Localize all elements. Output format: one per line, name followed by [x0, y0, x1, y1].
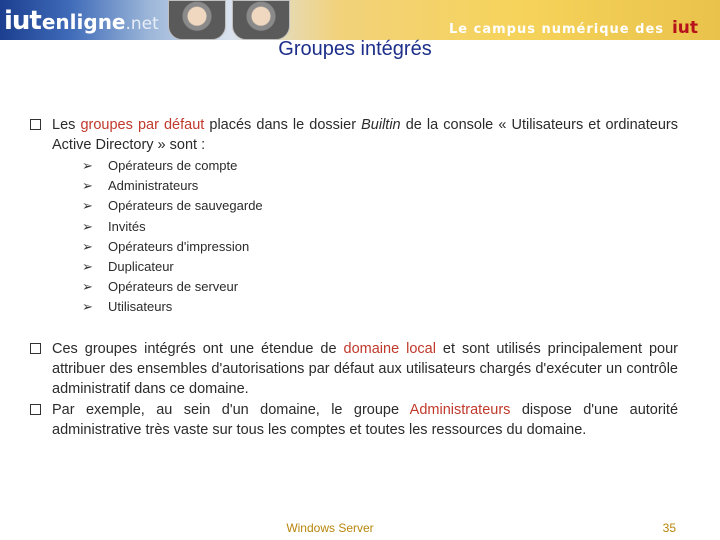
banner-photo-2: [232, 0, 290, 40]
scope-text-1: Ces groupes intégrés ont une étendue de: [52, 341, 344, 357]
square-bullet-icon: [30, 404, 41, 415]
logo-net-text: .net: [125, 14, 159, 34]
page-number: 35: [662, 521, 676, 535]
arrow-bullet-icon: ➢: [82, 198, 93, 214]
list-item-label: Opérateurs d'impression: [108, 238, 250, 254]
list-item: [82, 196, 263, 216]
intro-text-3: de la console « Utilisateurs et ordinateurs Active Directory » sont :: [52, 117, 678, 153]
footer-course-name: Windows Server: [286, 521, 374, 535]
iutenligne-logo[interactable]: [4, 6, 159, 36]
list-item: [82, 217, 263, 237]
arrow-bullet-icon: ➢: [82, 158, 93, 173]
intro-highlight: groupes par défaut: [80, 117, 205, 133]
example-text-2: dispose d'une autorité administrative très vaste sur tous les comptes et toutes les ressources du domaine.: [52, 402, 679, 438]
arrow-bullet-icon: ➢: [82, 299, 93, 315]
iut-mini-logo: iut: [671, 18, 698, 38]
list-item: [82, 277, 263, 297]
example-paragraph: [52, 400, 678, 440]
list-item-label: Invités: [108, 218, 146, 234]
intro-text-1: Les: [52, 117, 81, 133]
square-bullet-icon: [30, 119, 41, 130]
banner-tagline: Le campus numérique des: [449, 22, 664, 37]
intro-paragraph: [52, 115, 678, 155]
scope-highlight: domaine local: [343, 341, 436, 357]
example-highlight: Administrateurs: [409, 402, 511, 418]
builtin-groups-list: [82, 156, 263, 318]
scope-text-2: et sont utilisés principalement pour attribuer des ensembles d'autorisations par défaut aux utilisateurs chargés d'exécuter un contrôle administratif dans ce domaine.: [52, 341, 678, 397]
list-item-label: Utilisateurs: [108, 299, 173, 315]
banner-photo-1: [168, 0, 226, 40]
list-item-label: Opérateurs de sauvegarde: [108, 198, 263, 214]
list-item-label: Opérateurs de compte: [108, 158, 238, 173]
logo-iut-text: iut: [4, 6, 41, 36]
arrow-bullet-icon: ➢: [82, 178, 93, 194]
square-bullet-icon: [30, 343, 41, 354]
list-item-label: Duplicateur: [108, 259, 174, 275]
list-item: [82, 257, 263, 277]
intro-text-2: placés dans le dossier: [204, 117, 362, 133]
header-banner: [0, 0, 720, 40]
arrow-bullet-icon: ➢: [82, 238, 93, 254]
list-item: [82, 297, 263, 317]
arrow-bullet-icon: ➢: [82, 279, 93, 295]
list-item-label: Opérateurs de serveur: [108, 279, 239, 295]
list-item: [82, 176, 263, 196]
arrow-bullet-icon: ➢: [82, 259, 93, 275]
slide-title: Groupes intégrés: [278, 38, 432, 60]
list-item: [82, 237, 263, 257]
example-text-1: Par exemple, au sein d'un domaine, le groupe: [52, 402, 410, 418]
arrow-bullet-icon: ➢: [82, 218, 93, 234]
logo-enligne-text: enligne: [41, 10, 126, 34]
list-item: [82, 156, 263, 176]
intro-builtin-italic: Builtin: [361, 117, 401, 133]
list-item-label: Administrateurs: [108, 178, 199, 194]
scope-paragraph: [52, 339, 678, 399]
